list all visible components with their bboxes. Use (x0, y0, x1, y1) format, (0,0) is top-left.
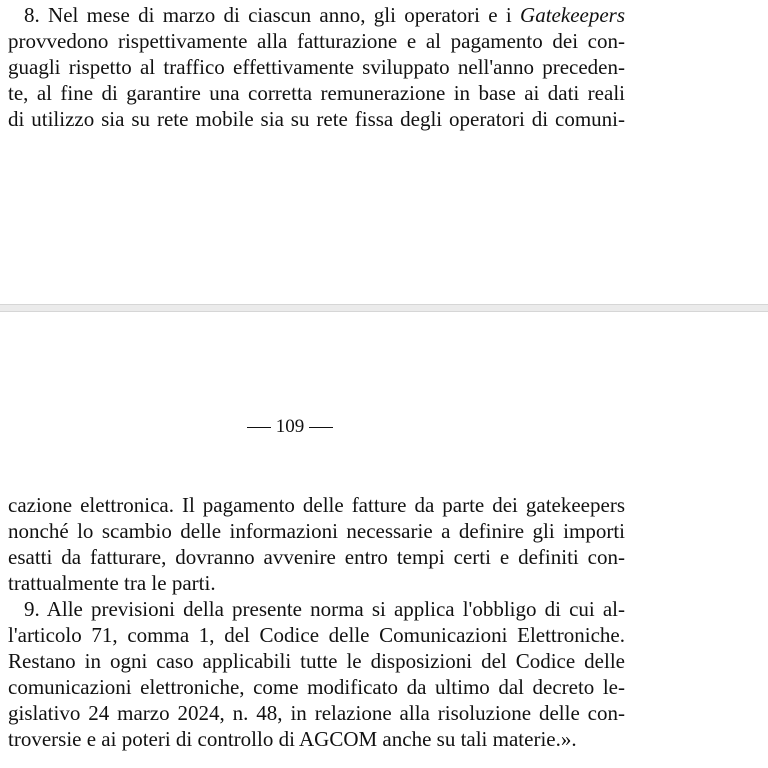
paragraph-9-line-1: 9. Alle previsioni della presente norma si applica l'obbligo di cui al- (24, 597, 625, 621)
continuation-line-2: nonché lo scambio delle informazioni necessarie a definire gli importi (8, 519, 625, 543)
paragraph-8-line-2 (8, 28, 625, 54)
line-text: di utilizzo sia su rete mobile sia su rete fissa degli operatori di comuni- (8, 107, 625, 131)
page-separator (0, 304, 768, 312)
line-text: provvedono rispettivamente alla fatturazione e al pagamento dei con- (8, 29, 625, 53)
line-text: te, al fine di garantire una corretta remunerazione in base ai dati reali (8, 81, 625, 105)
paragraph-9-line-3: Restano in ogni caso applicabili tutte le disposizioni del Codice delle (8, 649, 625, 673)
paragraph-9-line-5: gislativo 24 marzo 2024, n. 48, in relazione alla risoluzione delle con- (8, 701, 625, 725)
paragraph-9-line-6: troversie e ai poteri di controllo di AGCOM anche su tali materie.». (8, 727, 577, 751)
paragraph-9-line-2: l'articolo 71, comma 1, del Codice delle Comunicazioni Elettroniche. (8, 623, 625, 647)
continuation-line-4: trattualmente tra le parti. (8, 571, 216, 595)
continuation-line-3: esatti da fatturare, dovranno avvenire entro tempi certi e definiti con- (8, 545, 625, 569)
page-number (0, 415, 580, 439)
dash-right (309, 427, 333, 428)
line-text-italic: Gatekeepers (520, 3, 625, 27)
paragraph-8-line-4 (8, 80, 625, 106)
continuation-line-1: cazione elettronica. Il pagamento delle fatture da parte dei gatekeepers (8, 493, 625, 517)
page-top (0, 0, 768, 304)
page-bottom (0, 312, 768, 768)
line-text: 8. Nel mese di marzo di ciascun anno, gli operatori e i (24, 3, 521, 27)
paragraph-8-line-5 (8, 106, 625, 132)
paragraph-8-line-3 (8, 54, 625, 80)
paragraph-8-line-1 (24, 2, 625, 28)
line-text: guagli rispetto al traffico effettivamente sviluppato nell'anno preceden- (8, 55, 625, 79)
page-number-text: 109 (275, 416, 305, 437)
dash-left (247, 427, 271, 428)
paragraph-9-line-4: comunicazioni elettroniche, come modificato da ultimo dal decreto le- (8, 675, 625, 699)
